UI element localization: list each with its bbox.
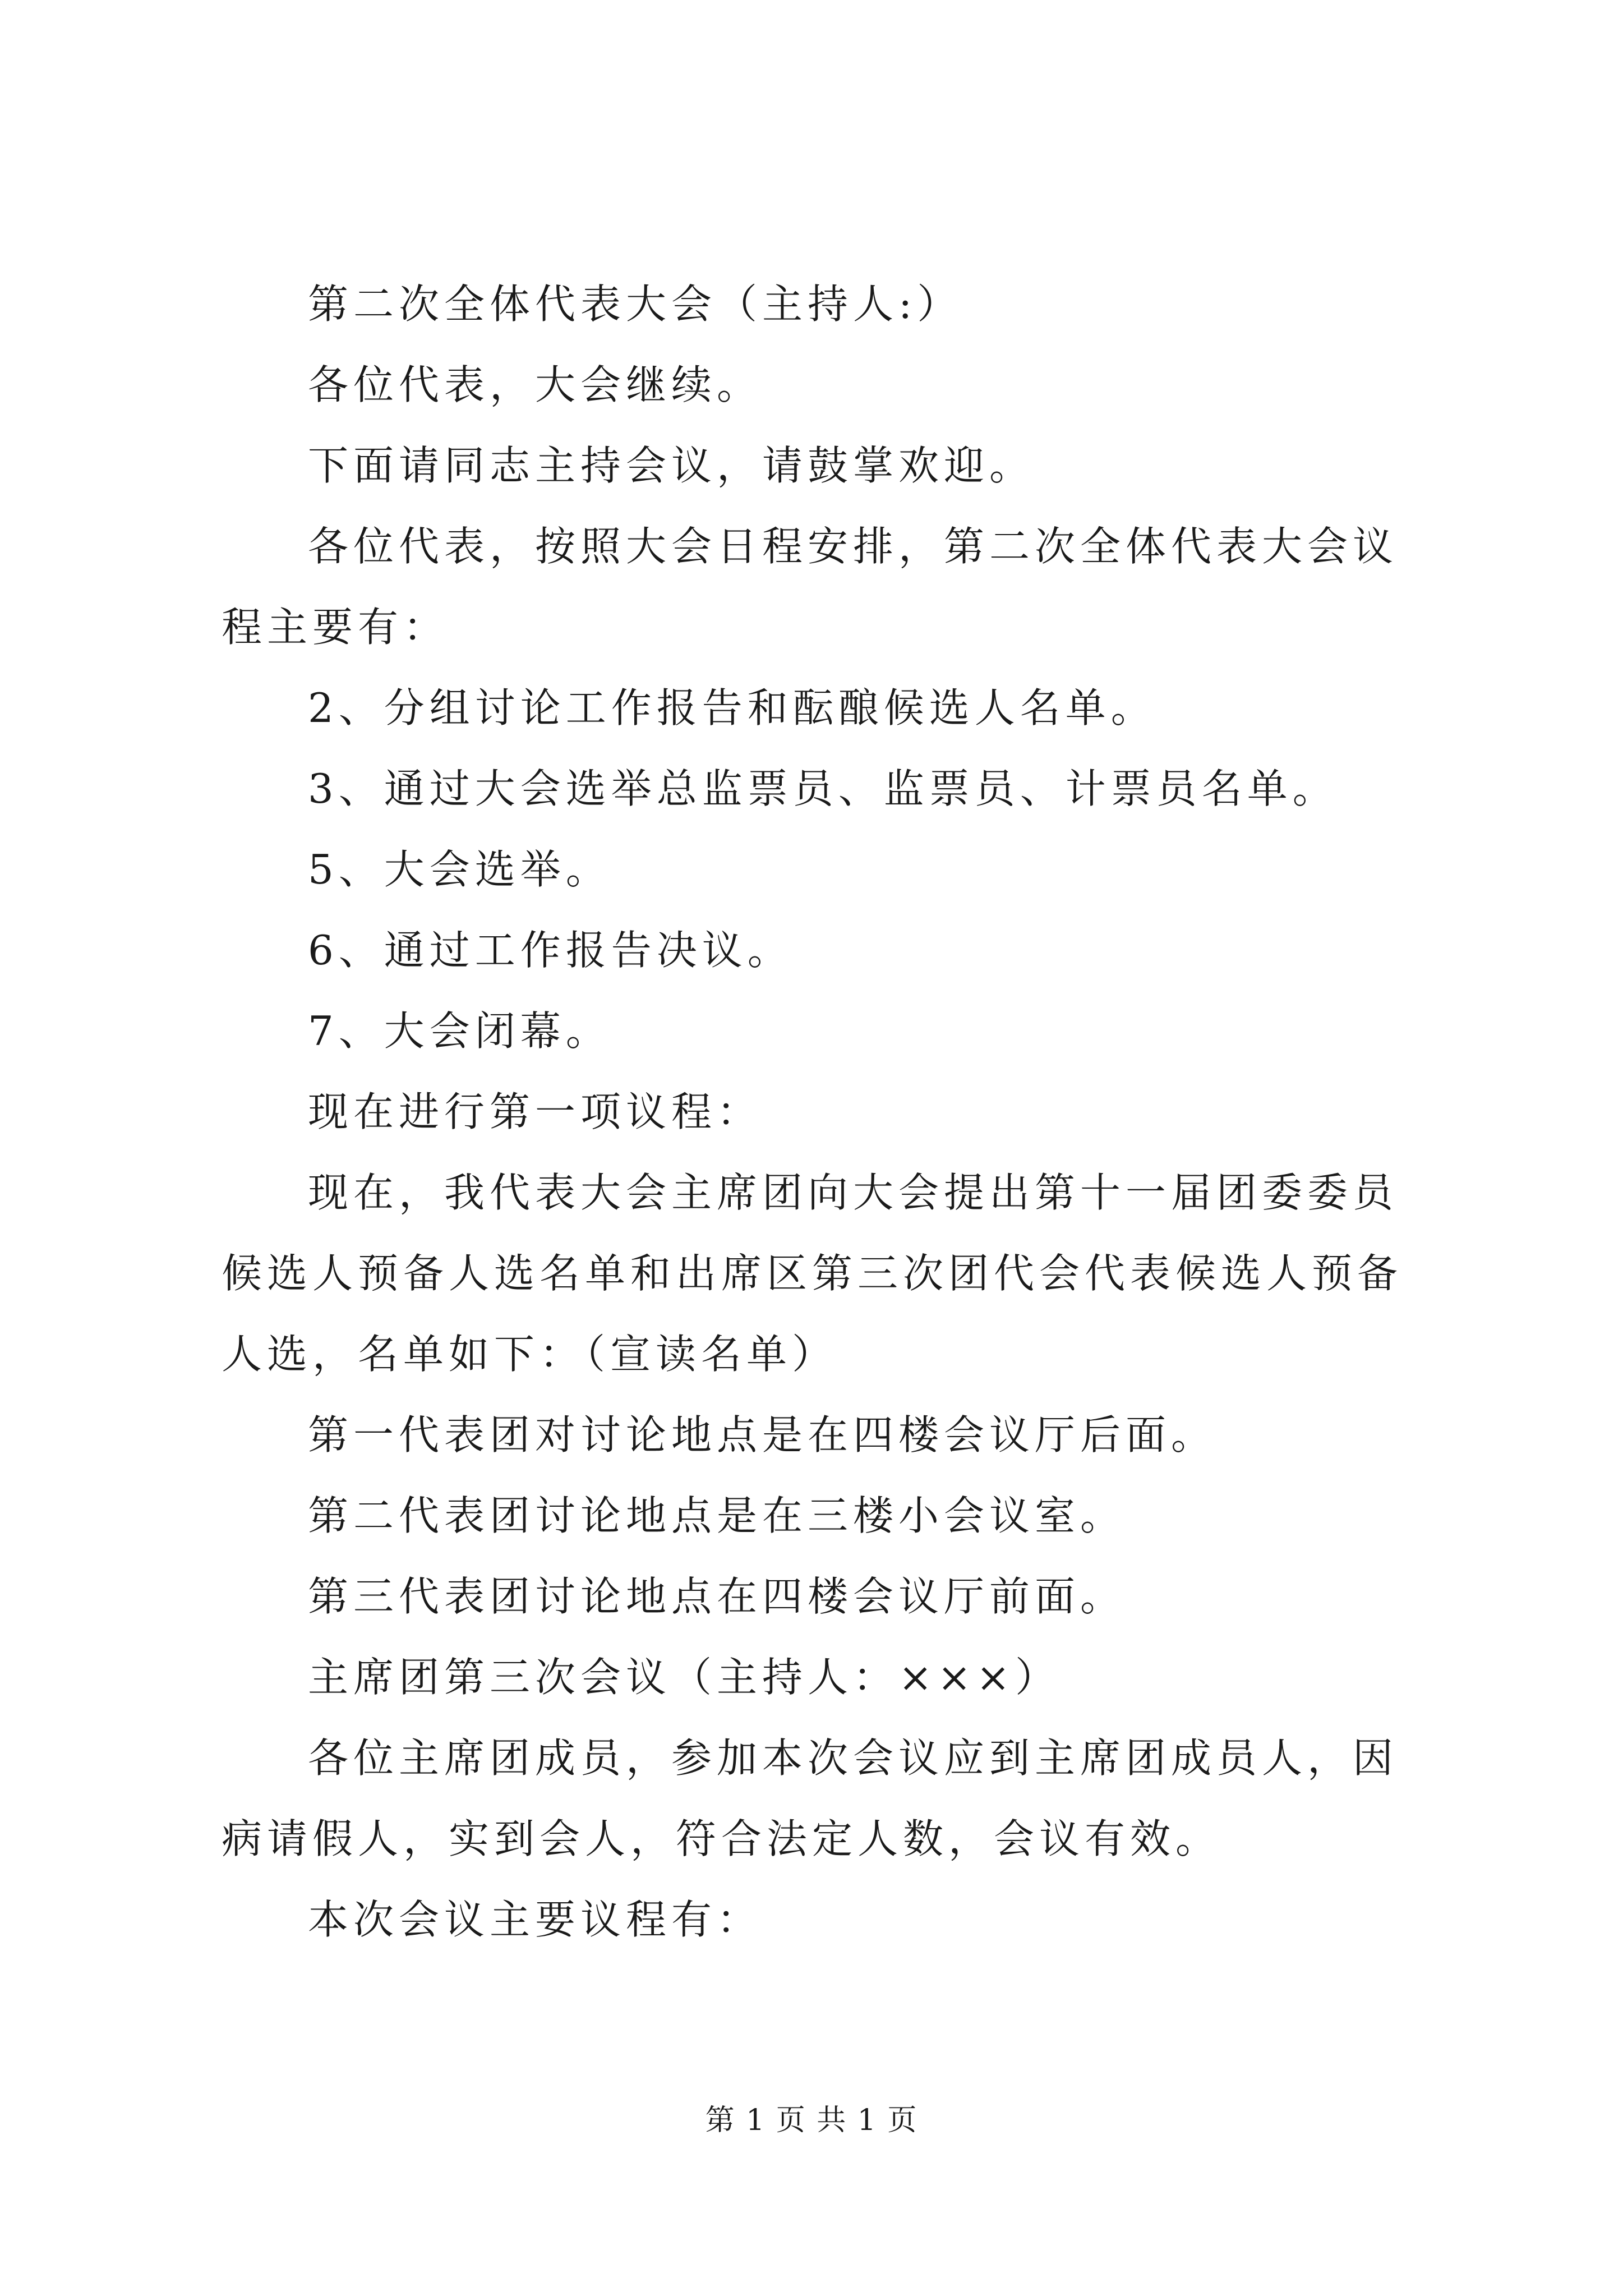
agenda-item-7: 7、大会闭幕。	[308, 1007, 611, 1055]
agenda-item-2: 2、分组讨论工作报告和酝酿候选人名单。	[308, 684, 1156, 731]
agenda-item-5: 5、大会选举。	[308, 846, 611, 893]
paragraph-invite-host: 下面请同志主持会议，请鼓掌欢迎。	[308, 442, 1035, 489]
agenda-item-3: 3、通过大会选举总监票员、监票员、计票员名单。	[308, 765, 1338, 812]
paragraph-candidate-list: 现在，我代表大会主席团向大会提出第十一届团委委员候选人预备人选名单和出席区第三次团代会代表候选人预备人选，名单如下：（宣读名单）	[222, 1169, 1403, 1378]
paragraph-session-title: 第二次全体代表大会（主持人:）	[308, 280, 963, 328]
paragraph-first-item: 现在进行第一项议程：	[308, 1088, 763, 1135]
paragraph-delegation-3: 第三代表团讨论地点在四楼会议厅前面。	[308, 1573, 1126, 1620]
paragraph-presidium-meeting: 主席团第三次会议（主持人：×××）	[308, 1654, 1061, 1701]
paragraph-attendance: 各位主席团成员，参加本次会议应到主席团成员人，因病请假人，实到会人，符合法定人数，会议有效。	[222, 1734, 1399, 1862]
paragraph-meeting-agenda: 本次会议主要议程有：	[308, 1896, 763, 1943]
agenda-item-6: 6、通过工作报告决议。	[308, 927, 793, 974]
paragraph-agenda-intro: 各位代表，按照大会日程安排，第二次全体代表大会议程主要有：	[222, 523, 1399, 651]
paragraph-delegation-2: 第二代表团讨论地点是在三楼小会议室。	[308, 1492, 1126, 1539]
document-body	[222, 264, 1433, 1960]
paragraph-delegation-1: 第一代表团对讨论地点是在四楼会议厅后面。	[308, 1411, 1217, 1458]
page-footer: 第 1 页 共 1 页	[705, 2104, 918, 2137]
paragraph-greeting: 各位代表，大会继续。	[308, 361, 763, 408]
